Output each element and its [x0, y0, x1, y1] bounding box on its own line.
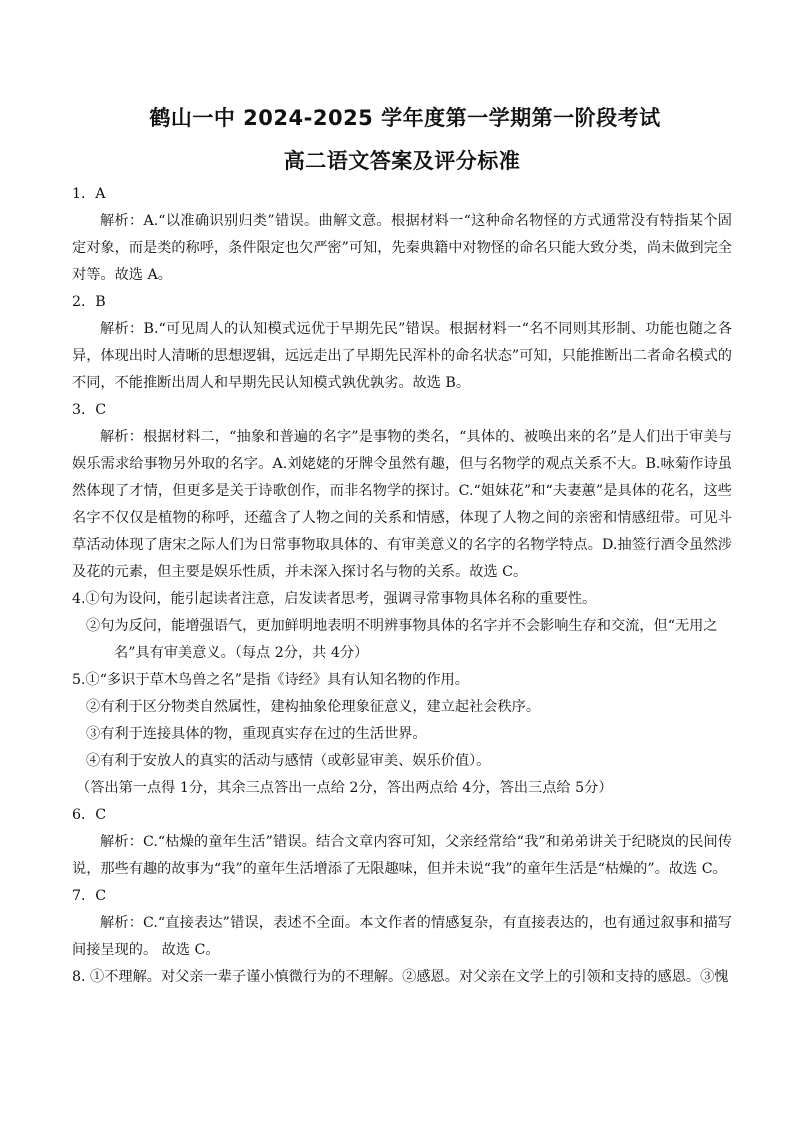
page-title: 鹤山一中 2024-2025 学年度第一学期第一阶段考试 — [149, 106, 661, 130]
question-7-analysis: 解析：C.“直接表达”错误，表述不全面。本文作者的情感复杂，有直接表达的，也有通过叙事和描写间接呈现的。 故选 C。 — [72, 915, 732, 958]
question-5-point-2: ②有利于区分物类自然属性，建构抽象伦理象征意义，建立起社会秩序。 — [86, 699, 541, 715]
page-subtitle: 高二语文答案及评分标准 — [283, 149, 521, 173]
question-8 — [72, 964, 732, 991]
question-1 — [72, 181, 732, 289]
question-5 — [72, 667, 732, 802]
question-4 — [72, 586, 732, 667]
question-1-analysis: 解析：A.“以准确识别归类”错误。曲解文意。根据材料一“这种命名物怪的方式通常没有特指某个固定对象，而是类的称呼，条件限定也欠严密”可知，先秦典籍中对物怪的命名只能大致分类，尚未做到完全对等。故选 A。 — [72, 213, 732, 283]
question-5-point-3: ③有利于连接具体的物，重现真实存在过的生活世界。 — [86, 726, 427, 742]
question-5-point-1: 5.①“多识于草木鸟兽之名”是指《诗经》具有认知名物的作用。 — [72, 672, 469, 688]
question-6-answer: 6．C — [72, 807, 107, 823]
question-2 — [72, 289, 732, 397]
question-2-answer: 2．B — [72, 294, 106, 310]
question-4-point-2: ②句为反问，能增强语气，更加鲜明地表明不明辨事物具体的名字并不会影响生存和交流，但“无用之名”具有审美意义。（每点 2分，共 4分） — [86, 618, 718, 661]
question-3-analysis: 解析：根据材料二，“抽象和普遍的名字”是事物的类名，“具体的、被唤出来的名”是人们出于审美与娱乐需求给事物另外取的名字。A.刘姥姥的牙牌令虽然有趣，但与名物学的观点关系不大。B.咏菊作诗虽然体现了才情，但更多是关于诗歌创作，而非名物学的探讨。C.“姐妹花”和“夫妻蕙”是具体的花名，这些名字不仅仅是植物的称呼，还蕴含了人物之间的关系和情感，体现了人物之间的亲密和情感纽带。可见斗草活动体现了唐宋之际人们为日常事物取具体的、有审美意义的名字的名物学特点。D.抽签行酒令虽然涉及花的元素，但主要是娱乐性质，并未深入探讨名与物的关系。故选 C。 — [72, 429, 732, 580]
question-4-point-1: 4.①句为设问，能引起读者注意，启发读者思考，强调寻常事物具体名称的重要性。 — [72, 591, 597, 607]
question-3-answer: 3．C — [72, 402, 107, 418]
question-8-text: 8. ①不理解。对父亲一辈子谨小慎微行为的不理解。②感恩。对父亲在文学上的引领和支持的感恩。③愧 — [72, 969, 729, 985]
question-5-scoring-note: （答出第一点得 1分，其余三点答出一点给 2分，答出两点给 4分，答出三点给 5分） — [76, 780, 613, 796]
question-5-point-4: ④有利于安放人的真实的活动与感情（或彰显审美、娱乐价值）。 — [86, 753, 491, 769]
question-7-answer: 7．C — [72, 888, 107, 904]
question-1-answer: 1．A — [72, 186, 106, 202]
question-6 — [72, 802, 732, 883]
question-7 — [72, 883, 732, 964]
question-3 — [72, 397, 732, 586]
question-2-analysis: 解析：B.“可见周人的认知模式远优于早期先民”错误。根据材料一“名不同则其形制、功能也随之各异，体现出时人清晰的思想逻辑，远远走出了早期先民浑朴的命名状态”可知，只能推断出二者命名模式的不同，不能推断出周人和早期先民认知模式孰优孰劣。故选 B。 — [72, 321, 732, 391]
question-6-analysis: 解析：C.“枯燥的童年生活”错误。结合文章内容可知，父亲经常给“我”和弟弟讲关于纪晓岚的民间传说，那些有趣的故事为“我”的童年生活增添了无限趣味，但并未说“我”的童年生活是“枯燥的”。故选 C。 — [72, 834, 732, 877]
